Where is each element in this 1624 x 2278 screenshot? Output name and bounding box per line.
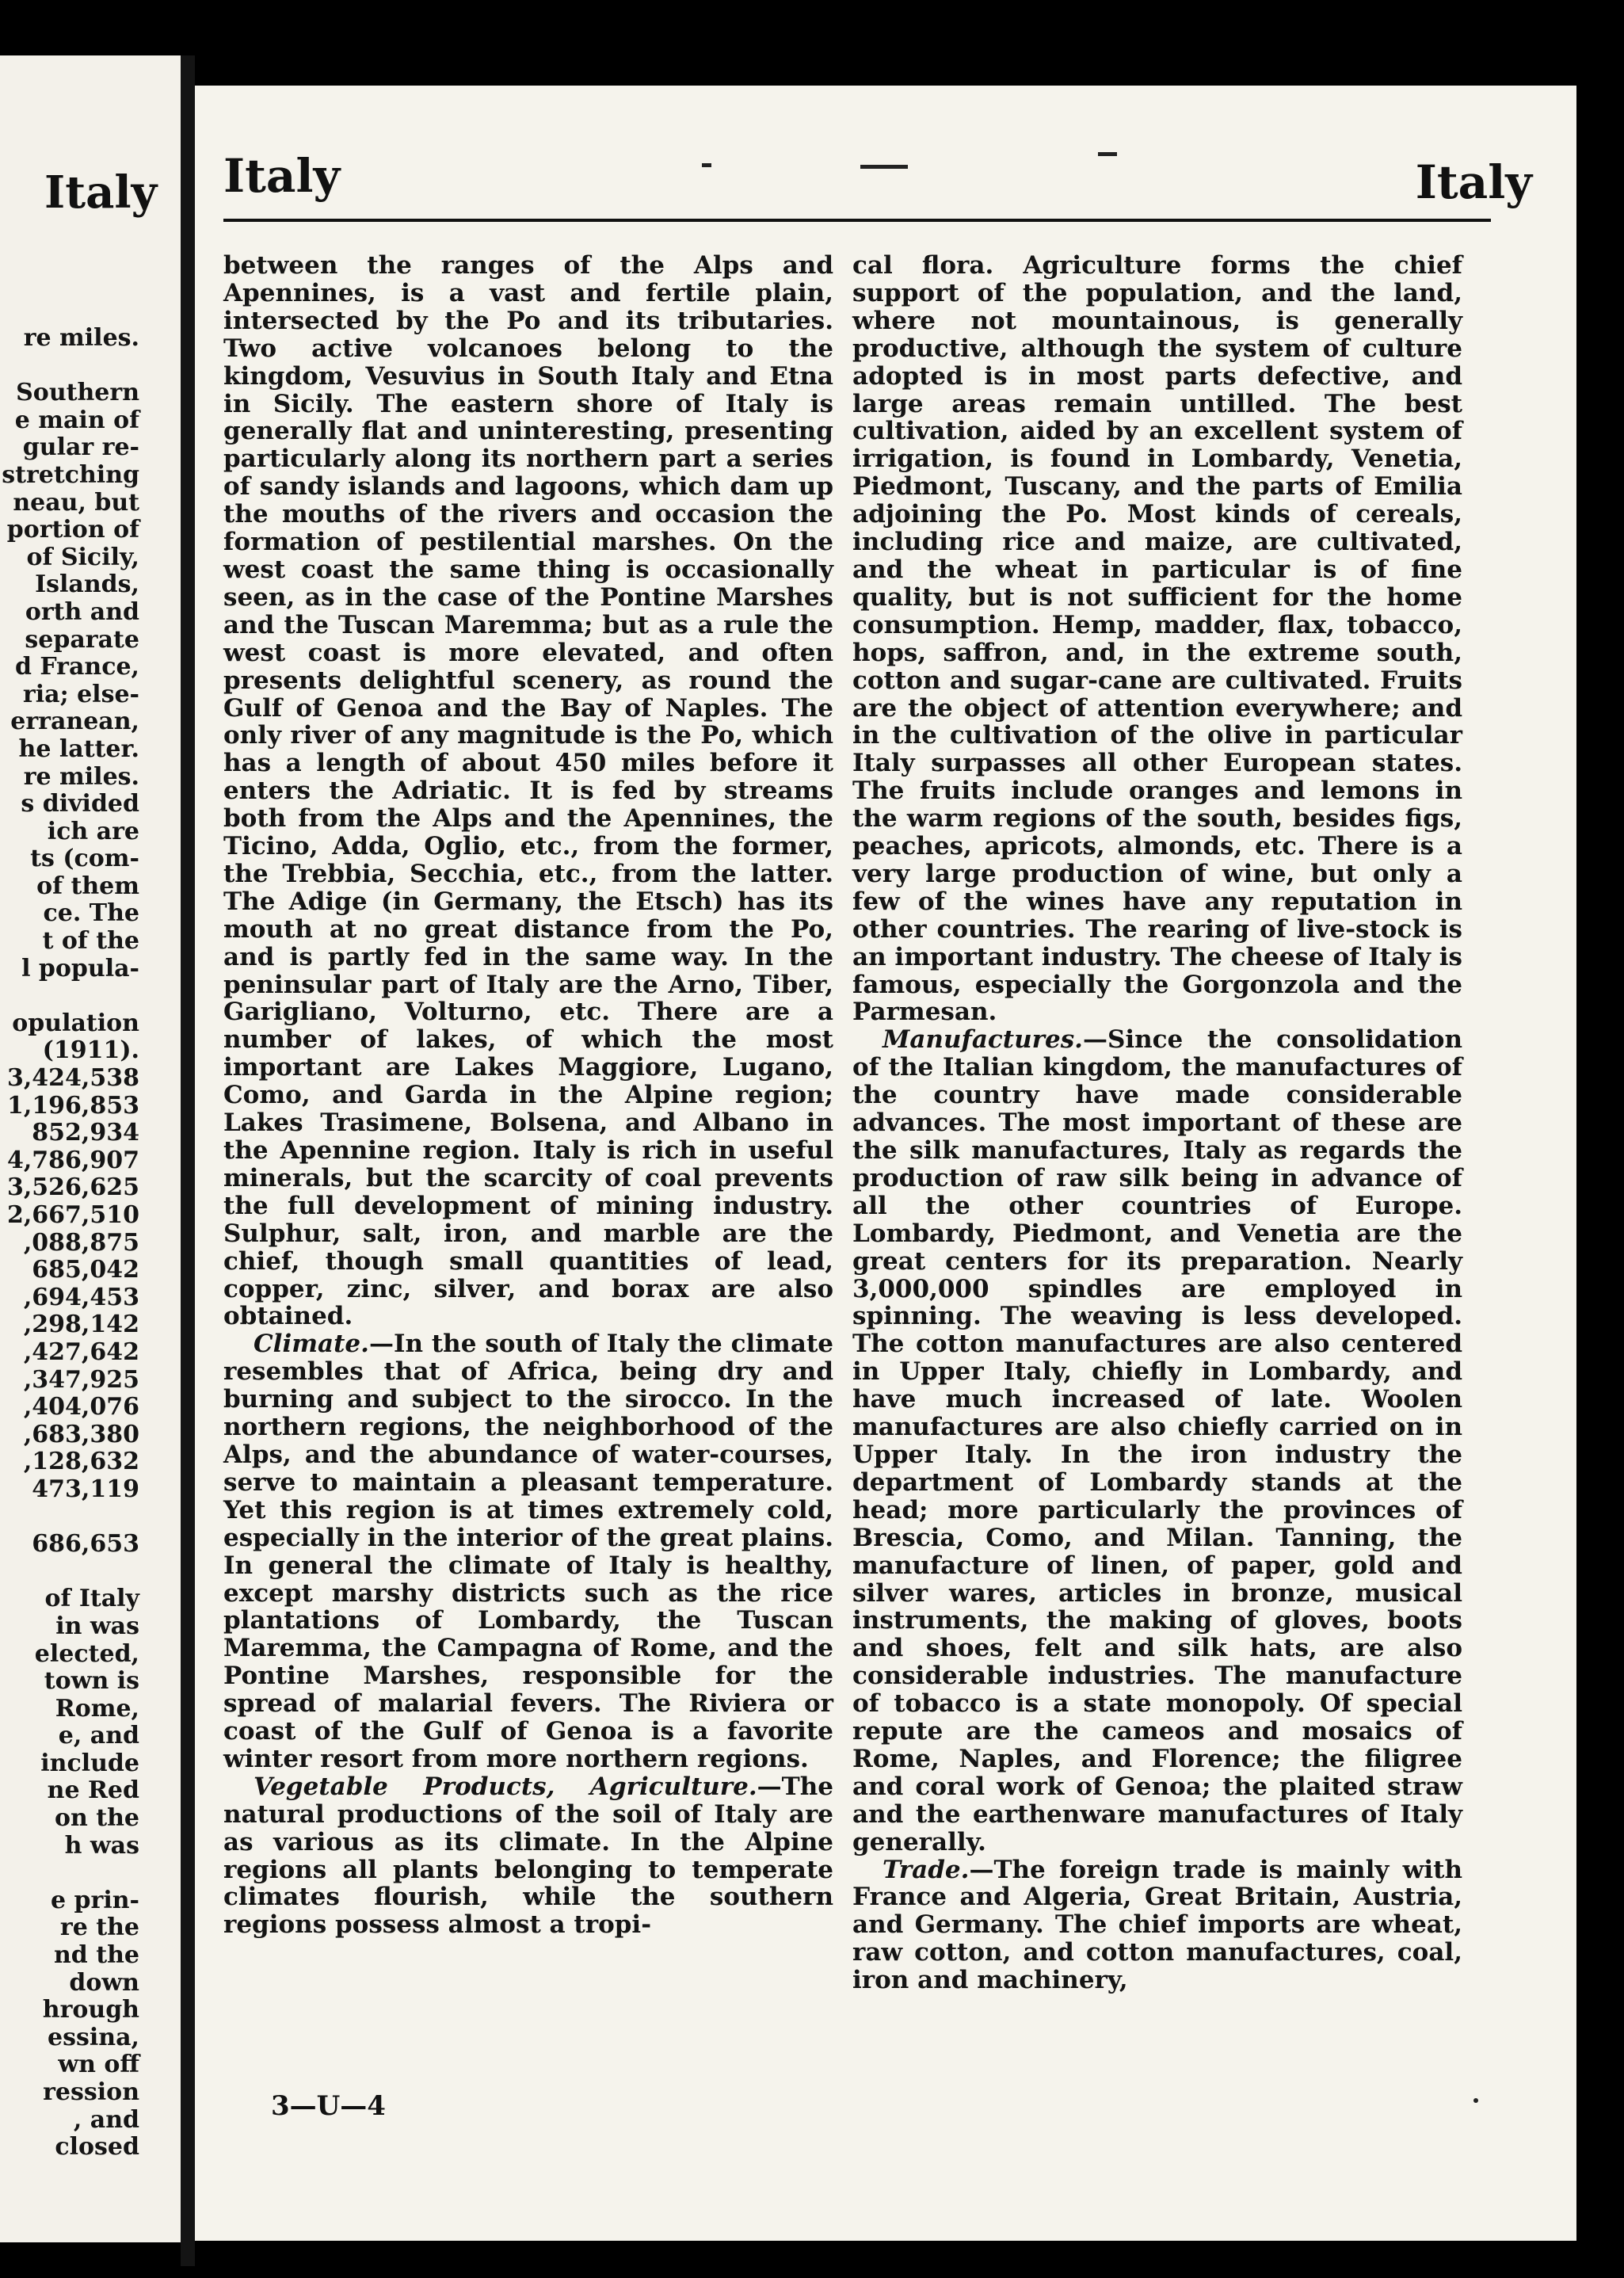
paragraph-vegetable-products: Vegetable Products, Agriculture.—The natural productions of the soil of Italy are as various as its climate. In the Alpine regions all plants belonging to temperate climates flourish, while the southern regions possess almost a tropi- — [223, 1772, 833, 1940]
left-fragment-line: l popula- — [21, 954, 139, 983]
left-fragment-line: ich are — [47, 817, 139, 845]
left-fragment-line — [0, 353, 139, 380]
left-fragment-line: 3,424,538 — [6, 1064, 139, 1093]
left-fragment-line: ce. The — [43, 899, 139, 928]
left-fragment-line: , and — [73, 2105, 139, 2134]
left-fragment-line: ,694,453 — [23, 1283, 139, 1311]
left-fragment-line: separate — [25, 625, 139, 654]
left-fragment-line: ,404,076 — [23, 1393, 139, 1421]
paragraph-climate: Climate.—In the south of Italy the climate resembles that of Africa, being dry and burning and subject to the sirocco. In the northern regions, the neighborhood of the Alps, and the abundance of water-courses, serve to maintain a pleasant temperature. Yet this region is at times extremely cold, especially in the interior of the great plains. In general the climate of Italy is healthy, except marshy districts such as the rice plantations of Lombardy, the Tuscan Maremma, the Campagna of Rome, and the Pontine Marshes, responsible for the spread of malarial fevers. The Riviera or coast of the Gulf of Genoa is a favorite winter resort from more northern regions. — [223, 1330, 833, 1773]
left-fragment-line: down — [69, 1968, 139, 1997]
section-head-manufactures: Manufactures. — [883, 1025, 1083, 1055]
left-fragment-line: ne Red — [47, 1776, 139, 1805]
left-page-fragment — [0, 55, 181, 2242]
print-speck — [1473, 2098, 1478, 2103]
left-fragment-line: (1911). — [42, 1036, 139, 1065]
left-running-head: Italy — [44, 166, 158, 219]
left-fragment-line: stretching — [2, 460, 139, 489]
paragraph-geography: between the ranges of the Alps and Apennines, is a vast and fertile plain, intersected by the Po and its tributaries. Two active volcanoes belong to the kingdom, Vesuvius in South Italy and Etna in Sicily. The eastern shore of Italy is generally flat and uninteresting, presenting particularly along its northern part a series of sandy islands and lagoons, which dam up the mouths of the rivers and occasion the formation of pestilential marshes. On the west coast the same thing is occasionally seen, as in the case of the Pontine Marshes and the Tuscan Maremma; but as a rule the west coast is more elevated, and often presents delightful scenery, as round the Gulf of Genoa and the Bay of Naples. The only river of any magnitude is the Po, which has a length of about 450 miles before it enters the Adriatic. It is fed by streams both from the Alps and the Apennines, the Ticino, Adda, Oglio, etc., from the former, the Trebbia, Secchia, etc., from the latter. The Adige (in Germany, the Etsch) has its mouth at no great distance from the Po, and is partly fed in the same way. In the peninsular part of Italy are the Arno, Tiber, Garigliano, Volturno, etc. There are a number of lakes, of which the most important are Lakes Maggiore, Lugano, Como, and Garda in the Alpine region; Lakes Trasimene, Bolsena, and Albano in the Apennine region. Italy is rich in useful minerals, but the scarcity of coal prevents the full development of mining industry. Sulphur, salt, iron, and marble are the chief, though small quantities of lead, copper, zinc, silver, and borax are also obtained. — [223, 251, 833, 1331]
left-fragment-line: orth and — [25, 597, 139, 626]
left-fragment-line: neau, but — [13, 488, 139, 517]
left-fragment-line: d France, — [14, 653, 139, 681]
left-fragment-line: on the — [54, 1804, 139, 1833]
left-fragment-line: e prin- — [51, 1886, 139, 1914]
paragraph-agriculture: cal flora. Agriculture forms the chief support of the population, and the land, where not mountainous, is generally productive, although the system of culture adopted is in most parts defective, and large areas remain untilled. The best cultivation, aided by an excellent system of irrigation, is found in Lombardy, Venetia, Piedmont, Tuscany, and the parts of Emilia adjoining the Po. Most kinds of cereals, including rice and maize, are cultivated, and the wheat in particular is of fine quality, but is not sufficient for the home consumption. Hemp, madder, flax, tobacco, hops, saffron, and, in the extreme south, cotton and sugar-cane are cultivated. Fruits are the object of attention everywhere; and in the cultivation of the olive in particular Italy surpasses all other European states. The fruits include oranges and lemons in the warm regions of the south, besides figs, peaches, apricots, almonds, etc. There is a very large production of wine, but only a few of the wines have any reputation in other countries. The rearing of live-stock is an important industry. The cheese of Italy is famous, especially the Gorgonzola and the Parmesan. — [852, 251, 1462, 1027]
left-fragment-line: 3,526,625 — [6, 1173, 139, 1202]
left-fragment-line: erranean, — [10, 708, 139, 736]
left-fragment-line: ria; else- — [22, 680, 139, 708]
left-fragment-line: 852,934 — [32, 1119, 139, 1147]
left-fragment-line: re miles. — [23, 762, 139, 791]
left-fragment-line: essina, — [48, 2023, 139, 2051]
left-fragment-line: opulation — [12, 1009, 139, 1037]
left-fragment-line: ,427,642 — [23, 1337, 139, 1366]
signature-mark: 3—U—4 — [271, 2090, 386, 2122]
left-fragment-line: 686,653 — [32, 1530, 139, 1559]
left-fragment-line: re the — [59, 1914, 139, 1942]
book-gutter — [181, 55, 195, 2266]
left-fragment-line: e, and — [58, 1722, 139, 1750]
left-fragment-line: he latter. — [18, 735, 139, 763]
left-fragment-line: wn off — [58, 2051, 139, 2079]
running-head-left: Italy — [223, 149, 341, 203]
left-fragment-line — [0, 983, 139, 1010]
paragraph-trade: Trade.—The foreign trade is mainly with France and Algeria, Great Britain, Austria, and Germany. The chief imports are wheat, raw cotton, and cotton manufactures, coal, iron and machinery, — [852, 1855, 1462, 1995]
left-fragment-line — [0, 1860, 139, 1887]
column-right — [852, 252, 1462, 1994]
left-fragment-line: 685,042 — [32, 1256, 139, 1284]
left-fragment-line: ression — [43, 2078, 139, 2106]
page — [195, 86, 1576, 2241]
left-fragment-line: ts (com- — [30, 845, 139, 873]
left-fragment-line — [0, 1559, 139, 1586]
left-fragment-line: 4,786,907 — [6, 1146, 139, 1174]
left-fragment-line: t of the — [42, 927, 139, 956]
left-fragment-line: closed — [55, 2133, 139, 2162]
left-fragment-line: s divided — [21, 790, 139, 818]
column-left — [223, 252, 833, 1939]
left-fragment-line: h was — [64, 1831, 139, 1860]
left-fragment-line: Rome, — [55, 1694, 139, 1723]
running-head-right: Italy — [1415, 155, 1532, 209]
left-fragment-line: of them — [36, 872, 139, 900]
print-mark — [860, 165, 908, 169]
section-head-climate: Climate. — [254, 1330, 369, 1359]
left-fragment-line: 1,196,853 — [6, 1091, 139, 1120]
left-fragment-line: in was — [55, 1612, 139, 1640]
left-fragment-line: e main of — [14, 406, 139, 434]
left-fragment-line: hrough — [42, 1996, 139, 2024]
left-fragment-line: town is — [44, 1667, 139, 1696]
left-fragment-line: re miles. — [23, 324, 139, 352]
left-fragment-line: 473,119 — [32, 1475, 139, 1503]
print-mark — [1098, 152, 1117, 156]
section-head-trade: Trade. — [883, 1855, 970, 1884]
left-fragment-line: Islands, — [35, 570, 139, 599]
section-head-vegetable-products: Vegetable Products, Agriculture. — [254, 1772, 757, 1801]
left-fragment-line: Southern — [16, 379, 139, 407]
left-fragment-line: 2,667,510 — [6, 1201, 139, 1229]
left-fragment-line: ,683,380 — [23, 1420, 139, 1448]
left-fragment-line: portion of — [6, 516, 139, 544]
left-fragment-line: ,347,925 — [23, 1365, 139, 1394]
paragraph-manufactures: Manufactures.—Since the consolidation of the Italian kingdom, the manufactures of the country have made considerable advances. The most important of these are the silk manufactures, Italy as regards the production of raw silk being in advance of all the other countries of Europe. Lombardy, Piedmont, and Venetia are the great centers for its preparation. Nearly 3,000,000 spindles are employed in spinning. The weaving is less developed. The cotton manufactures are also centered in Upper Italy, chiefly in Lombardy, and have much increased of late. Woolen manufactures are also chiefly carried on in Upper Italy. In the iron industry the department of Lombardy stands at the head; more particularly the provinces of Brescia, Como, and Milan. Tanning, the manufacture of linen, of paper, gold and silver wares, articles in bronze, musical instruments, the making of gloves, boots and shoes, felt and silk hats, are also considerable industries. The manufacture of tobacco is a state monopoly. Of special repute are the cameos and mosaics of Rome, Naples, and Florence; the filigree and coral work of Genoa; the plaited straw and the earthenware manufactures of Italy generally. — [852, 1025, 1462, 1856]
left-fragment-line — [0, 1504, 139, 1532]
left-fragment-line: nd the — [54, 1941, 139, 1970]
header-rule — [223, 219, 1491, 222]
left-column-fragments — [0, 325, 139, 2162]
left-fragment-line: include — [40, 1749, 139, 1777]
left-fragment-line: of Italy — [44, 1585, 139, 1613]
print-mark — [702, 163, 711, 167]
left-fragment-line: ,088,875 — [23, 1228, 139, 1257]
left-fragment-line: ,298,142 — [23, 1311, 139, 1339]
left-fragment-line: elected, — [34, 1639, 139, 1668]
left-fragment-line: of Sicily, — [26, 543, 139, 571]
left-fragment-line: ,128,632 — [23, 1448, 139, 1476]
left-fragment-line: gular re- — [22, 433, 139, 462]
